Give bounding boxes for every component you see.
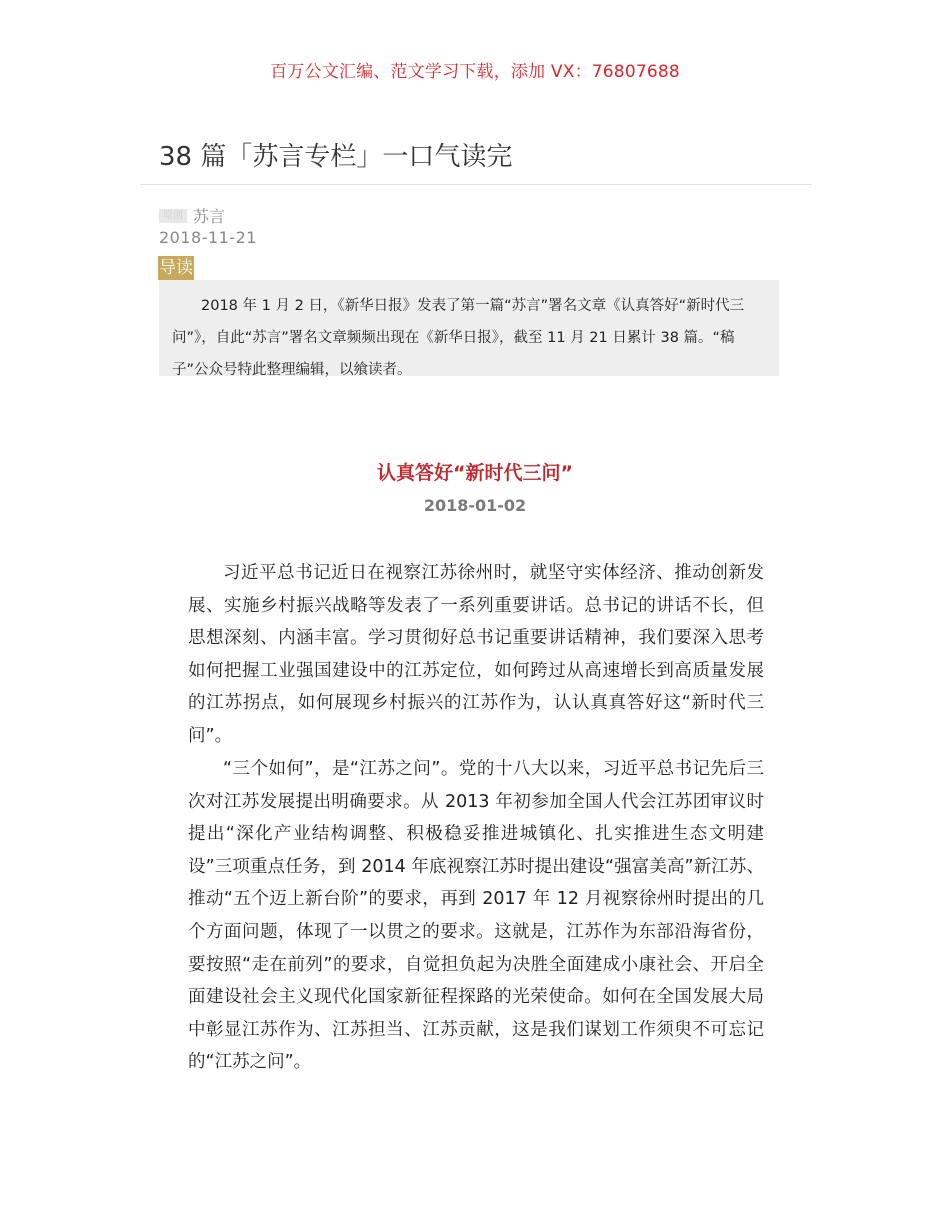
section-date: 2018-01-02 — [423, 496, 527, 515]
original-badge: 原创 — [159, 209, 187, 223]
title-divider — [140, 184, 812, 185]
publish-date: 2018-11-21 — [159, 228, 257, 247]
section-title: 认真答好“新时代三问” — [377, 462, 573, 484]
promo-banner: 百万公文汇编、范文学习下载，添加 VX：76807688 — [270, 62, 680, 82]
article-title: 38 篇「苏言专栏」一口气读完 — [159, 142, 513, 172]
guide-label: 导读 — [159, 258, 193, 278]
guide-text: 2018 年 1 月 2 日，《新华日报》发表了第一篇“苏言”署名文章《认真答好“新时代三问”》，自此“苏言”署名文章频频出现在《新华日报》，截至 11 月 21 日累计 38 篇。“稿子”公众号特此整理编辑，以飨读者。 — [159, 280, 779, 376]
body-paragraph: “三个如何”，是“江苏之问”。党的十八大以来，习近平总书记先后三次对江苏发展提出明确要求。从 2013 年初参加全国人代会江苏团审议时提出“深化产业结构调整、积极稳妥推进城镇化、扎实推进生态文明建设”三项重点任务，到 2014 年底视察江苏时提出建设“强富美高”新江苏、推动“五个迈上新台阶”的要求，再到 2017 年 12 月视察徐州时提出的几个方面问题，体现了一以贯之的要求。这就是，江苏作为东部沿海省份，要按照“走在前列”的要求，自觉担负起为决胜全面建成小康社会、开启全面建设社会主义现代化国家新征程探路的光荣使命。如何在全国发展大局中彰显江苏作为、江苏担当、江苏贡献，这是我们谋划工作须臾不可忘记的“江苏之问”。 — [188, 759, 764, 1073]
author-row — [159, 204, 225, 227]
author-name[interactable]: 苏言 — [193, 207, 226, 226]
body-paragraph: 习近平总书记近日在视察江苏徐州时，就坚守实体经济、推动创新发展、实施乡村振兴战略等发表了一系列重要讲话。总书记的讲话不长，但思想深刻、内涵丰富。学习贯彻好总书记重要讲话精神，我们要深入思考如何把握工业强国建设中的江苏定位，如何跨过从高速增长到高质量发展的江苏拐点，如何展现乡村振兴的江苏作为，认认真真答好这“新时代三问”。 — [188, 563, 764, 746]
